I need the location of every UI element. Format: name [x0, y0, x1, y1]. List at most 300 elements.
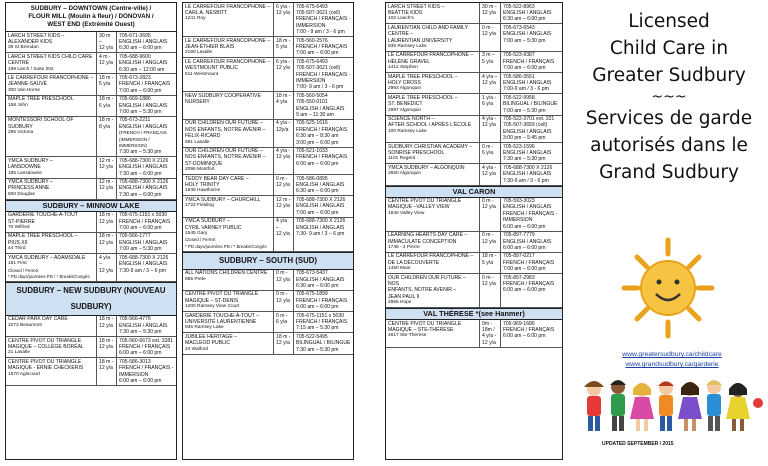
age-range: 18 m -: [99, 96, 114, 103]
contact-info: ENGLISH / ANGLAIS: [119, 164, 168, 171]
contact-cell: [293, 120, 353, 147]
contact-info: 7:15 am – 5:30 pm: [296, 325, 339, 332]
facility-name: TEDDY BEAR DAY CARE –: [185, 175, 249, 182]
facility-name: NOS ENFANTS, NOTRE AVENIR –: [185, 154, 266, 161]
contact-info: 705-522-9958: [503, 94, 535, 101]
facility-name: AFTER SCHOOL / APRÈS L'ÉCOLE: [388, 122, 472, 129]
listing-row: [386, 320, 562, 348]
listing-name-cell: [386, 232, 479, 252]
age-range-cell: [479, 232, 500, 252]
facility-name: SCIENCE NORTH –: [388, 116, 435, 122]
age-range-cell: [479, 116, 500, 143]
closure-note: Closed / Fermé:: [185, 237, 217, 243]
listing-row: [6, 337, 176, 358]
age-range: 12 y/a: [99, 45, 113, 52]
contact-info: 705-586-3551: [503, 73, 535, 80]
listing-row: [386, 94, 562, 115]
age-range: 18 m -: [99, 358, 114, 365]
contact-info: 6:00 am – 6:00 pm: [503, 333, 546, 340]
age-range-cell: [479, 320, 500, 347]
age-range: 0 m -: [276, 175, 288, 182]
age-range: 12 y/a: [482, 171, 496, 178]
link-childcare[interactable]: www.greatersudbury.ca/childcare: [622, 351, 722, 358]
contact-cell: [293, 196, 353, 216]
column-3: [385, 2, 563, 460]
contact-info: 7:30 am – 5:30 pm: [503, 156, 546, 163]
contact-cell: [500, 94, 562, 114]
contact-info: 7:00 am – 6:00 pm: [503, 65, 546, 72]
contact-info: 6:00 am – 6:00 pm: [503, 223, 546, 230]
age-range-cell: [96, 233, 116, 253]
contact-info: 705-523-1596: [503, 143, 535, 150]
listing-row: [386, 73, 562, 94]
age-range-cell: [273, 175, 293, 195]
facility-address: 100 Ramsey Lake: [388, 128, 427, 134]
facility-name: MAGIQUE – STE-THÉRÈSE: [388, 326, 454, 333]
contact-info: 705-566-4776: [119, 316, 151, 323]
listing-name-cell: [6, 233, 96, 253]
facility-address: 1412 Stephen: [388, 65, 418, 71]
facility-name: GARDERIE TOUCHE-À-TOUT –: [185, 312, 260, 319]
facility-address: 44 Third: [8, 246, 26, 252]
contact-info: 705-560-5054: [296, 92, 328, 99]
age-range-cell: [96, 316, 116, 336]
age-range: 0 m -: [276, 312, 288, 319]
facility-name: CENTRE PIVOT DU TRIANGLE: [185, 291, 259, 298]
contact-info: FRENCH / FRANÇAIS: [296, 318, 348, 325]
age-range: 12 y/a: [276, 297, 290, 304]
listing-row: [183, 333, 353, 354]
contact-info: ENGLISH / ANGLAIS: [119, 261, 168, 268]
listing-name-cell: [6, 358, 96, 385]
age-range: 4 m -: [99, 53, 111, 60]
contact-info: 705-586-3013: [119, 358, 151, 365]
age-range-cell: [273, 58, 293, 91]
age-range-cell: [479, 94, 500, 114]
listing-name-cell: [386, 198, 479, 231]
facility-address: 24 Walford: [185, 346, 209, 352]
age-range: 6 y/a: [482, 101, 494, 108]
age-range: 0 m -: [276, 270, 288, 277]
contact-cell: [116, 157, 176, 177]
facility-name: JEAN-ÉTHIER BLAIS: [185, 43, 235, 50]
facility-name: NURSERY: [185, 99, 210, 106]
facility-address: 70 Wilfred: [8, 225, 30, 231]
age-range-cell: [96, 157, 116, 177]
listing-name-cell: [386, 24, 479, 51]
age-range-cell: [96, 74, 116, 94]
listing-name-cell: [6, 212, 96, 232]
facility-name: PRINCESS ANNE: [8, 185, 50, 192]
contact-cell: [500, 143, 562, 163]
facility-name: LARCH STREET KIDS –: [8, 32, 65, 39]
listing-name-cell: [6, 157, 96, 177]
contact-cell: [293, 37, 353, 57]
age-range-cell: [96, 212, 116, 232]
listing-row: [6, 233, 176, 254]
listing-name-cell: [386, 143, 479, 163]
contact-info: FRENCH / FRANÇAIS: [296, 154, 348, 161]
facility-name: MAPLE TREE PRESCHOOL –: [388, 94, 458, 101]
age-range: 12 y/a: [482, 9, 496, 16]
facility-name: OUR CHILDREN OUR FUTURE –: [185, 148, 263, 155]
listing-row: [6, 117, 176, 157]
age-range: 5 y/a: [99, 81, 111, 88]
contact-info: IMMERSION: [503, 217, 533, 224]
contact-info: FRENCH / FRANÇAIS: [296, 297, 348, 304]
facility-address: 2965 Hope: [388, 300, 412, 306]
facility-name: LARCH STREET KIDS –: [388, 3, 445, 10]
age-range: 12 y/a: [99, 164, 113, 171]
title-line: Licensed: [628, 11, 710, 32]
contact-info: ENGLISH / ANGLAIS: [503, 79, 552, 86]
contact-info: ENGLISH / ANGLAIS: [503, 9, 552, 16]
age-range: 12 y/a: [482, 122, 496, 129]
age-range-cell: [96, 53, 116, 73]
age-range-cell: [479, 143, 500, 163]
contact-info: 705-675-1899: [296, 291, 328, 298]
contact-info: 6:00 am – 6:00 pm: [119, 377, 162, 384]
contact-info: ENGLISH / ANGLAIS: [296, 224, 345, 231]
facility-name: YMCA SUDBURY –: [8, 179, 53, 186]
contact-info: 705-675-1151 x 5030: [296, 312, 345, 319]
age-range: 0 m -: [482, 198, 494, 205]
facility-name: GARDERIE TOUCHE-À-TOUT: [8, 212, 78, 219]
facility-name: MONTESSORI SCHOOL OF: [8, 117, 74, 124]
listing-row: [183, 312, 353, 333]
section-header-minnow-lake: SUDBURY – MINNOW LAKE: [6, 200, 176, 212]
facility-address: 1545 Gary: [185, 230, 208, 236]
facility-name: YMCA SUDBURY –: [185, 218, 230, 225]
contact-info: 6:30 am – 6:00 pm: [119, 45, 162, 52]
listing-name-cell: [183, 291, 273, 311]
facility-address: 885 Prete: [185, 276, 206, 282]
contact-info: 705-688-7300 X 2126: [296, 196, 346, 203]
contact-info: ENGLISH / ANGLAIS: [503, 128, 552, 135]
contact-info: 705-507-3621 (cell): [296, 9, 341, 16]
facility-name: ST. BENEDICT: [388, 101, 423, 108]
facility-name: UNIVERSITÉ LAURENTIENNE: [185, 318, 257, 325]
age-range: 18 m -: [276, 37, 291, 44]
contact-info: ENGLISH / ANGLAIS: [503, 238, 552, 245]
listing-name-cell: [183, 270, 273, 290]
listing-row: [183, 3, 353, 37]
facility-name: YMCA SUDBURY –: [8, 157, 53, 164]
age-range: 18 m -: [99, 212, 114, 219]
age-range-cell: [273, 333, 293, 353]
contact-info: ENGLISH / ANGLAIS: [296, 276, 345, 283]
facility-name: LAURENTIAN UNIVERSITY: [388, 37, 453, 44]
title-line: autorisés dans le: [590, 135, 748, 156]
contact-cell: [116, 117, 176, 156]
title-divider: ~~~: [651, 89, 687, 105]
listing-name-cell: [6, 74, 96, 94]
listing-row: [6, 212, 176, 233]
age-range: 5 y/a: [276, 43, 288, 50]
contact-info: ENGLISH / ANGLAIS: [296, 182, 345, 189]
contact-info: 9 am – 11:30 am: [296, 112, 334, 118]
listing-name-cell: [386, 52, 479, 72]
facility-name: MAGIQUE – ST-DENIS: [185, 297, 239, 304]
facility-name: JEAN PAUL II: [388, 293, 420, 300]
age-range: 4 y/a -: [276, 148, 291, 155]
age-range: 30 m -: [482, 3, 497, 10]
age-range-cell: [273, 92, 293, 119]
contact-info: 6:30 am – 12:00 am: [119, 66, 165, 73]
facility-name: LAURENTIAN CHILD AND FAMILY: [388, 24, 469, 31]
facility-name: ST-PIERRE: [8, 218, 35, 225]
listing-name-cell: [386, 164, 479, 184]
facility-name: HÉLÈNE GRAVEL: [388, 58, 431, 65]
contact-info: 705-522-8963: [503, 3, 535, 10]
age-range: 12 y/a: [99, 365, 113, 372]
contact-info: ENGLISH / ANGLAIS: [119, 102, 168, 109]
contact-cell: [116, 96, 176, 116]
column-2: [182, 2, 354, 460]
facility-address: 1450 Main: [388, 266, 411, 272]
age-range-cell: [479, 274, 500, 307]
age-range: 18 m -: [99, 74, 114, 81]
contact-info: 705-897-2983: [503, 274, 535, 281]
contact-cell: [293, 218, 353, 251]
age-range: 6 y/a -: [276, 58, 291, 65]
listing-name-cell: [183, 175, 273, 195]
contact-info: ENGLISH / ANGLAIS: [503, 171, 552, 178]
listing-name-cell: [183, 37, 273, 57]
age-range: 0 m -: [482, 274, 494, 281]
contact-info: 6:00 am – 6:00 pm: [503, 287, 546, 294]
facility-name: CENTRE PIVOT DU TRIANGLE: [388, 320, 462, 327]
contact-cell: [116, 233, 176, 253]
listing-row: [386, 253, 562, 274]
facility-name: LE CARREFOUR FRANCOPHONE –: [185, 37, 271, 44]
facility-name: CYRIL VARNEY PUBLIC: [185, 224, 242, 231]
closure-note: * PD days/journées PD / * Breaks/Congés: [185, 243, 267, 249]
contact-info: 7:00 am – 6:00 pm: [119, 87, 162, 94]
facility-name: DE LA DÉCOUVERTE: [388, 259, 440, 266]
website-links: [580, 350, 764, 370]
age-range: 4 y/a: [276, 99, 288, 106]
contact-info: 705-523-9387: [503, 52, 535, 59]
age-range: 12 m -: [276, 196, 291, 203]
facility-name: YMCA SUDBURY – ADAMSDALE: [8, 254, 86, 261]
listing-row: [183, 291, 353, 312]
age-range-cell: [479, 24, 500, 51]
facility-name: OUR CHILDREN OUR FUTURE –: [185, 120, 263, 127]
contact-info: 6:00 am – 6:00 pm: [296, 160, 339, 167]
contact-info: FRENCH / FRANÇAIS: [296, 126, 348, 133]
contact-cell: [116, 254, 176, 281]
facility-name: LE CARREFOUR FRANCOPHONE –: [388, 52, 474, 59]
age-range: 12 y/a: [99, 218, 113, 225]
contact-info: FRENCH / FRANÇAIS: [503, 58, 555, 65]
contact-info: 705-688-9600: [119, 53, 151, 60]
contact-info: 7:00-9 am / 3 - 6 pm: [503, 86, 549, 93]
contact-info: 705-897-0217: [503, 253, 535, 260]
facility-address: 102 Loach's: [388, 16, 414, 22]
brochure-title: [575, 8, 763, 186]
listing-group: [386, 3, 562, 186]
contact-cell: [116, 212, 176, 232]
facility-address: 21 Lasalle: [8, 350, 30, 356]
listing-row: [386, 52, 562, 73]
facility-address: 1200 Ramsey View Court: [185, 304, 240, 310]
age-range: 4 y/a –: [276, 218, 288, 231]
age-range-cell: [96, 179, 116, 199]
age-range: 12 y/a: [482, 238, 496, 245]
listing-row: [6, 179, 176, 200]
age-range: 3 m –: [482, 52, 495, 59]
listing-name-cell: [386, 116, 479, 143]
contact-info: 705-675-6493: [296, 58, 328, 65]
listing-row: [6, 358, 176, 386]
contact-info: 705-586-0895: [296, 175, 328, 182]
contact-info: ENGLISH / ANGLAIS: [119, 123, 168, 130]
contact-info: BILINGUAL / BILINGUE: [503, 101, 558, 108]
listing-group: [386, 320, 562, 348]
contact-info: ENGLISH / ANGLAIS: [296, 105, 345, 112]
contact-info: 705-688-7300 X 2126: [296, 218, 346, 225]
age-range: 12 y/a: [99, 185, 113, 192]
age-range-cell: [273, 120, 293, 147]
age-range: 12 y/a: [276, 182, 290, 189]
section-header-new-sudbury: SUDBURY – NEW SUDBURY (NOUVEAU SUDBURY): [6, 282, 176, 316]
age-range: 18 m -: [276, 92, 291, 99]
facility-address: 1840 Valley View: [388, 210, 425, 216]
age-range-cell: [96, 117, 116, 156]
listing-name-cell: [6, 96, 96, 116]
contact-info: 7:30 am – 5:30 pm: [119, 329, 162, 336]
facility-name: YMCA SUDBURY – ALGONQUIN: [388, 164, 465, 171]
contact-info: ENGLISH / ANGLAIS: [119, 322, 168, 329]
listing-row: [386, 3, 562, 24]
facility-name: CENTRE PIVOT DU TRIANGLE: [8, 358, 82, 365]
contact-info: 6:30 am – 6:00 pm: [296, 188, 339, 195]
listing-row: [386, 274, 562, 308]
contact-info: FRENCH / FRANÇAIS: [503, 326, 555, 333]
listing-name-cell: [183, 196, 273, 216]
age-range: 12 y/a: [99, 239, 113, 246]
listing-name-cell: [183, 120, 273, 147]
listing-name-cell: [6, 117, 96, 156]
facility-address: 1570 Agincourt: [8, 371, 41, 377]
contact-cell: [293, 3, 353, 36]
contact-cell: [116, 53, 176, 73]
contact-info: 6:30 am – 8:30 am: [296, 133, 339, 140]
age-range: 12 y/a: [482, 79, 496, 86]
contact-cell: [293, 291, 353, 311]
listing-row: [6, 74, 176, 95]
contact-info: 705-522-3701 ext. 321: [503, 116, 555, 122]
contact-info: 705-688-7300 X 2126: [503, 164, 553, 171]
facility-address: 2997 Algonquin: [388, 107, 422, 113]
age-range: 12 y/a: [276, 65, 290, 72]
contact-info: 7:30- 9 am / 3 – 6 pm: [296, 230, 345, 237]
contact-cell: [500, 164, 562, 184]
facility-address: 4617 Ste-Thérèse: [388, 333, 427, 339]
contact-cell: [500, 116, 562, 143]
facility-name: MAPLE TREE PRESCHOOL –: [8, 233, 78, 240]
contact-cell: [500, 52, 562, 72]
listing-row: [6, 316, 176, 337]
age-range: 12 y/a: [482, 280, 496, 287]
language-note: (FRENCH / FRANÇAIS: [119, 130, 167, 136]
listing-name-cell: [183, 312, 273, 332]
column-1: [5, 2, 177, 460]
hours: 7:30 am – 5:30 pm: [119, 149, 162, 156]
contact-info: 705-669-1886: [119, 96, 151, 103]
facility-name: CARL A. NESBITT: [185, 9, 228, 16]
listing-name-cell: [6, 254, 96, 281]
age-range-cell: [273, 291, 293, 311]
facility-name: CEDAR PARK DAY CARE: [8, 316, 68, 323]
age-range-cell: [96, 337, 116, 357]
age-range-cell: [479, 3, 500, 23]
contact-info: ENGLISH / ANGLAIS: [296, 203, 345, 210]
contact-cell: [116, 179, 176, 199]
age-range: 12 y/a: [276, 154, 290, 161]
contact-info: 705-673-2823: [119, 74, 151, 81]
contact-info: 705-550-0101: [296, 99, 328, 106]
facility-name: NOS ENFANTS, NOTRE AVENIR –: [185, 126, 266, 133]
age-range: 4 y/a -: [482, 164, 497, 171]
contact-info: 705-688-7300 X 2126: [119, 254, 169, 261]
contact-info: IMMERSION: [296, 77, 326, 84]
contact-info: 6:30 am – 6:00 pm: [296, 282, 339, 289]
age-range: 5 y/a: [482, 58, 494, 65]
contact-info: 705-673-6543: [503, 24, 535, 31]
age-range: 30 m –: [99, 32, 111, 45]
facility-name: SONRISE PRESCHOOL: [388, 150, 445, 157]
age-range: 12 y/a: [276, 9, 290, 16]
contact-info: 705-688-7300 X 2126: [119, 179, 169, 186]
contact-info: 6:00 am – 6:00 pm: [503, 244, 546, 251]
listing-name-cell: [6, 337, 96, 357]
age-range: 18 m -: [99, 337, 114, 344]
title-line: Services de garde: [585, 108, 753, 129]
contact-cell: [116, 358, 176, 385]
facility-address: 2096 Montfort: [185, 167, 215, 173]
age-range: 6 y/a: [276, 318, 288, 325]
listing-row: [183, 270, 353, 291]
contact-info: 705-525-1616: [296, 120, 328, 127]
listing-row: [183, 92, 353, 120]
contact-cell: [500, 73, 562, 93]
listing-name-cell: [183, 92, 273, 119]
facility-name: YMCA SUDBURY – CHURCHILL: [185, 196, 261, 203]
closure-note: Closed / Fermé:: [8, 267, 40, 273]
contact-info: FRENCH / FRANÇAIS -: [119, 365, 174, 372]
contact-info: 7:00 am – 5:30 pm: [503, 37, 546, 44]
facility-address: 181 First: [8, 261, 27, 267]
age-range: 12 y/a: [99, 267, 113, 274]
listing-row: [183, 218, 353, 252]
facility-name: MAPLE TREE PRESCHOOL: [8, 96, 74, 103]
age-range-cell: [479, 73, 500, 93]
listing-row: [386, 116, 562, 144]
contact-info: 3:00 pm – 6:00 pm: [296, 139, 339, 146]
listing-row: [183, 175, 353, 196]
contact-info: 705-560-6673 ext. 3281: [119, 337, 174, 344]
facility-name: OUR CHILDREN OUR FUTURE – NOS: [388, 274, 466, 287]
link-garderie[interactable]: www.grandsudbury.ca/garderie: [625, 361, 719, 368]
facility-address: 199 Larch / Suite 202: [8, 66, 54, 72]
listing-name-cell: [6, 32, 96, 52]
listing-name-cell: [6, 53, 96, 73]
listing-name-cell: [386, 73, 479, 93]
facility-address: 1241 Roy: [185, 16, 206, 22]
facility-name: CENTRE –: [388, 31, 414, 38]
